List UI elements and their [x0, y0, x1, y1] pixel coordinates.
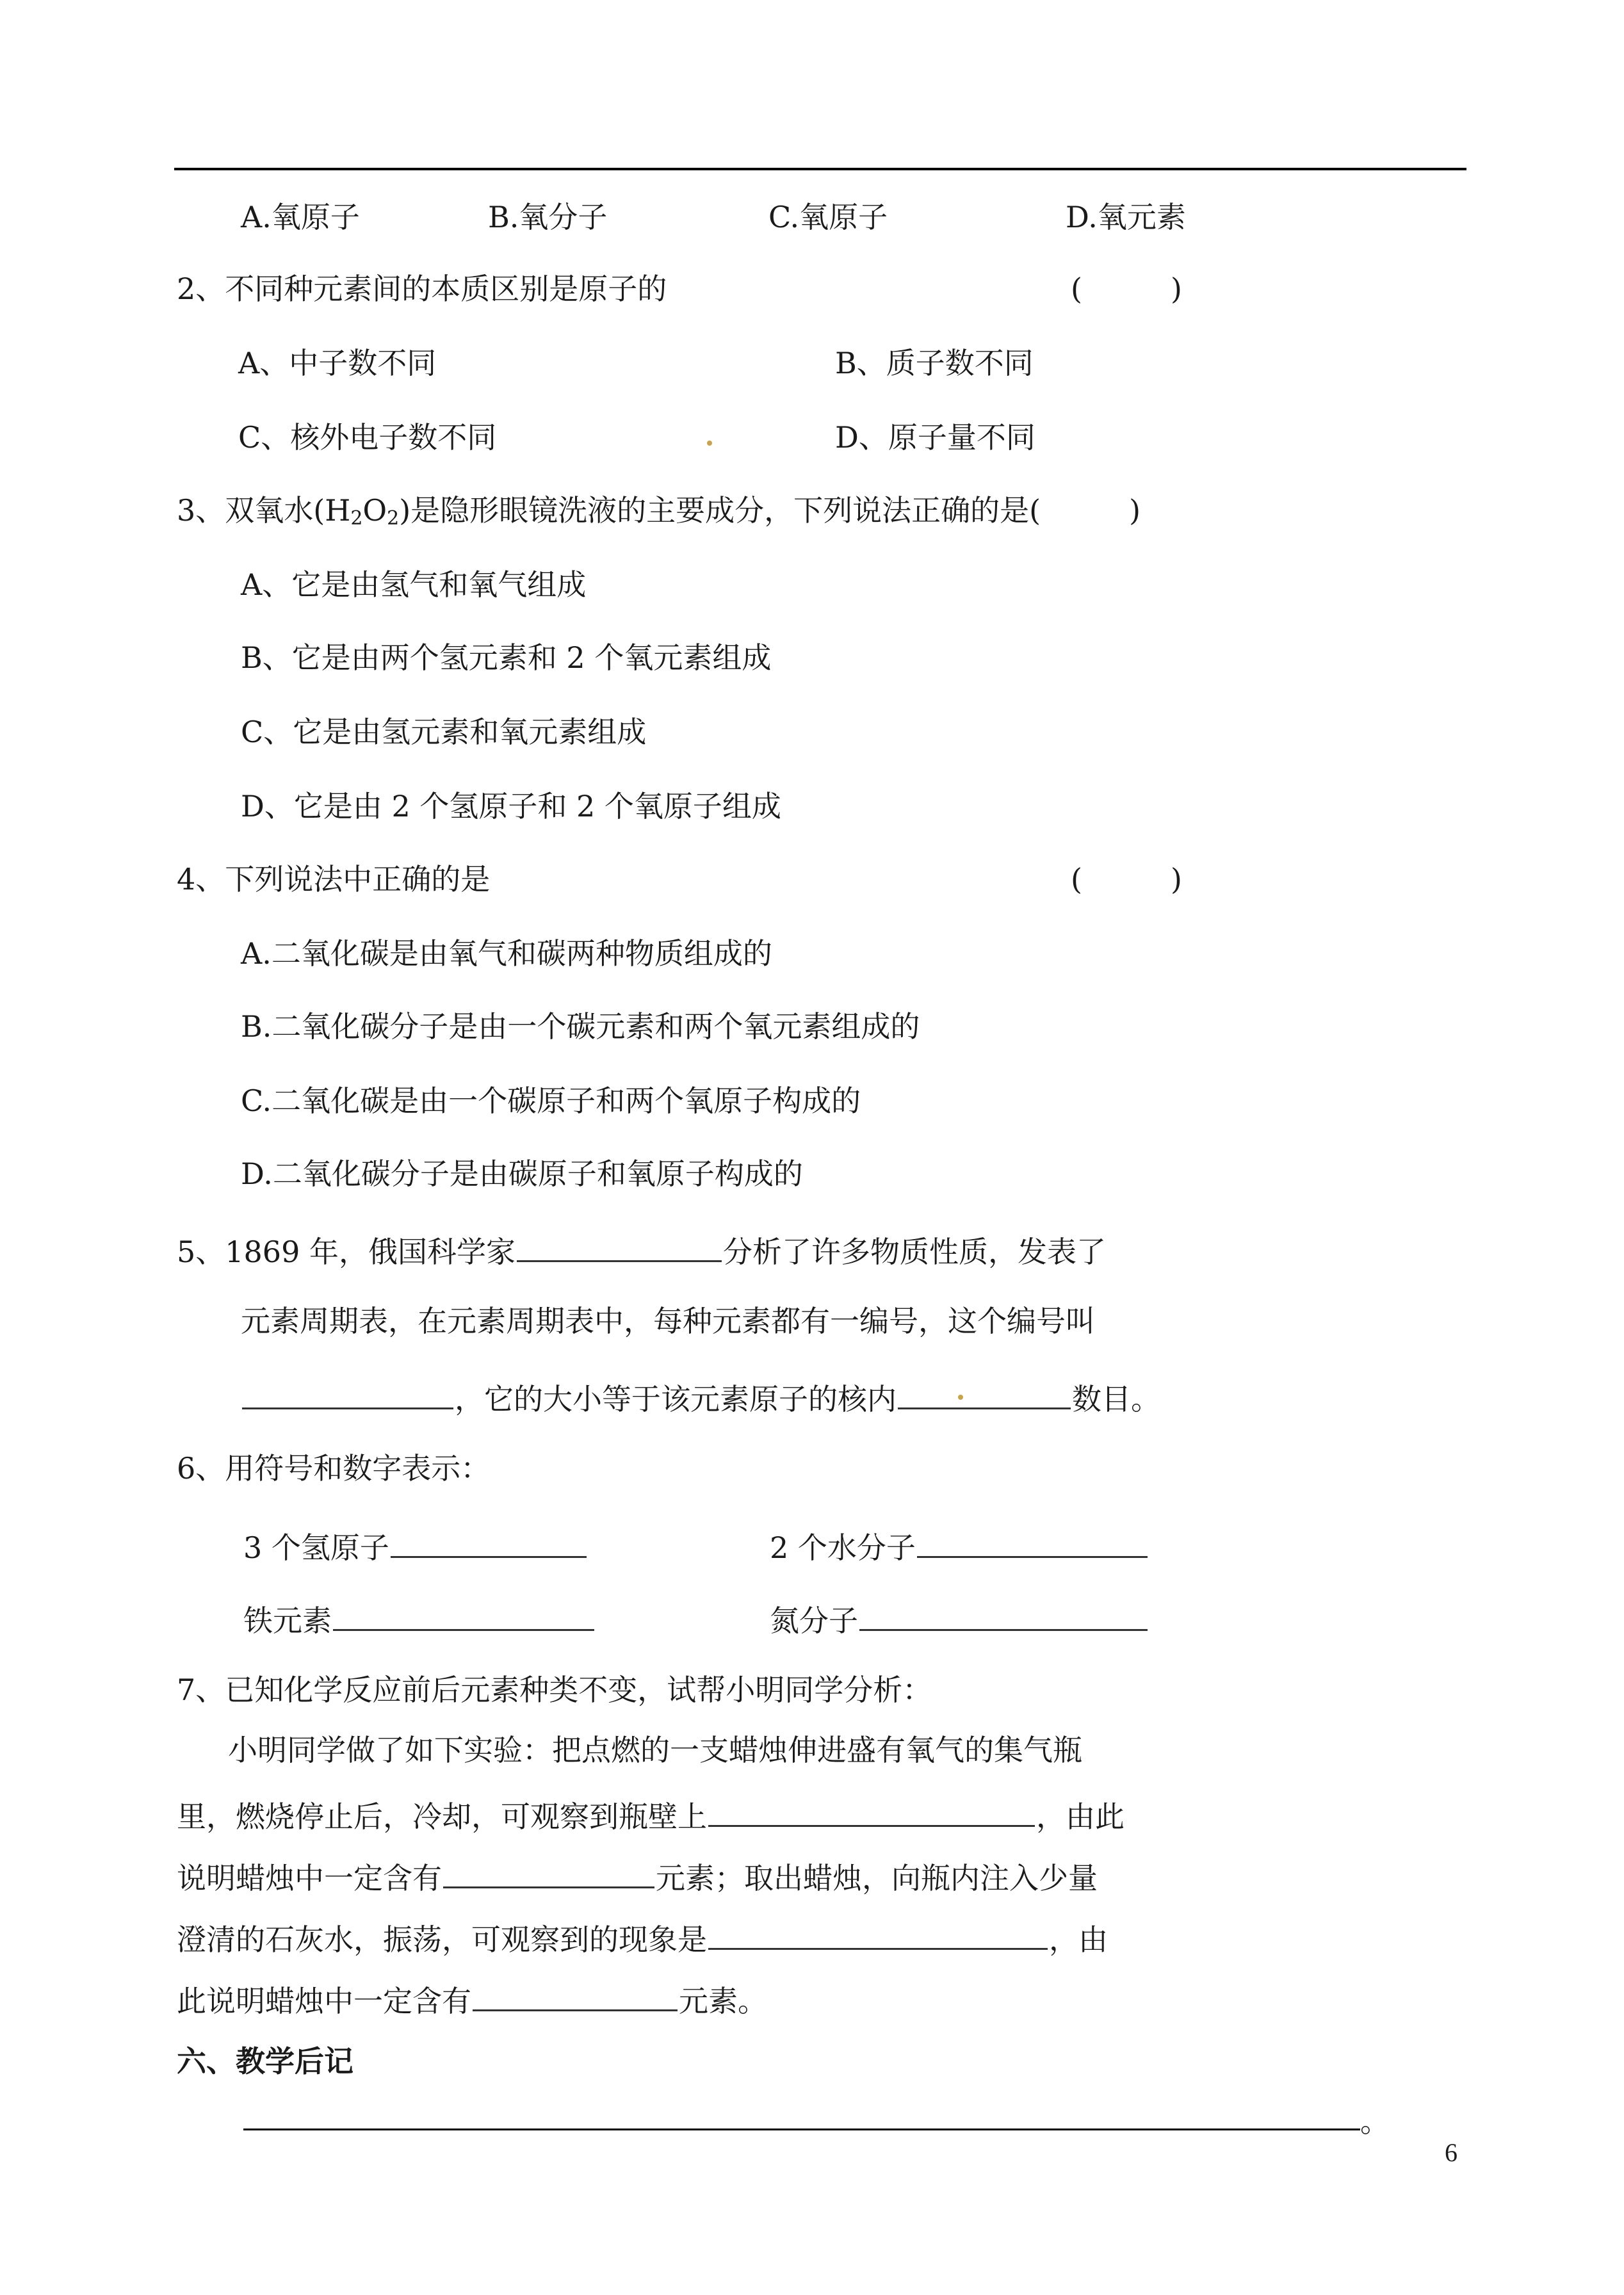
q6-item-4-label: 氮分子 [770, 1603, 858, 1638]
q1-option-d: D.氧元素 [1066, 200, 1186, 234]
q1-option-a: A.氧原子 [241, 200, 360, 234]
q3-stem [177, 493, 1141, 530]
q3-option-d: D、它是由 2 个氢原子和 2 个氧原子组成 [241, 789, 781, 823]
q7-stem: 7、已知化学反应前后元素种类不变，试帮小明同学分析： [177, 1673, 932, 1707]
iron-element-blank[interactable] [333, 1601, 594, 1631]
element-blank-2[interactable] [473, 1981, 678, 2011]
q4-answer-paren: ( ) [1071, 862, 1182, 896]
nucleus-blank[interactable] [898, 1379, 1071, 1409]
q7-line-5a: 此说明蜡烛中一定含有 [177, 1984, 471, 2018]
q3-sub-2: 2 [387, 507, 400, 530]
notes-line[interactable] [243, 2129, 1360, 2130]
q7-line-5b: 元素。 [679, 1984, 767, 2018]
q3-sub-1: 2 [350, 507, 363, 530]
q5-line-3 [241, 1379, 1160, 1414]
q4-stem: 4、下列说法中正确的是 [177, 862, 491, 896]
q3-stem-a: 3、双氧水(H [177, 493, 351, 528]
q7-line-3a: 说明蜡烛中一定含有 [177, 1861, 442, 1895]
q2-answer-paren: ( ) [1071, 272, 1182, 306]
nitrogen-molecule-blank[interactable] [859, 1601, 1148, 1631]
page-number: 6 [1445, 2138, 1458, 2167]
atomic-number-blank[interactable] [242, 1379, 453, 1409]
q4-option-a: A.二氧化碳是由氧气和碳两种物质组成的 [241, 936, 772, 971]
q6-item-1 [243, 1528, 588, 1565]
q3-option-a: A、它是由氢气和氧气组成 [241, 567, 587, 602]
water-molecules-blank[interactable] [917, 1528, 1148, 1558]
q2-option-a: A、中子数不同 [238, 346, 437, 380]
notes-end-mark: 。 [1360, 2104, 1390, 2139]
q6-item-3-label: 铁元素 [243, 1603, 332, 1638]
q6-item-4 [770, 1601, 1149, 1638]
q7-line-3 [177, 1858, 1098, 1893]
q4-option-b: B.二氧化碳分子是由一个碳元素和两个氧元素组成的 [241, 1009, 920, 1044]
speck [958, 1395, 963, 1400]
q6-item-1-label: 3 个氢原子 [243, 1530, 389, 1565]
q3-option-c: C、它是由氢元素和氧元素组成 [241, 715, 647, 749]
hydrogen-atoms-blank[interactable] [391, 1528, 587, 1558]
q5-line-3b: 数目。 [1072, 1382, 1160, 1416]
scientist-blank[interactable] [517, 1232, 722, 1262]
limewater-observation-blank[interactable] [708, 1920, 1048, 1950]
q6-item-2-label: 2 个水分子 [770, 1530, 916, 1565]
q5-line-1b: 分析了许多物质性质，发表了 [722, 1235, 1106, 1269]
q5-line-1 [177, 1232, 1106, 1267]
element-blank-1[interactable] [443, 1858, 654, 1888]
q7-line-2b: ，由此 [1036, 1799, 1125, 1834]
speck [707, 441, 712, 446]
q7-line-4b: ，由 [1049, 1922, 1108, 1957]
q2-option-b: B、质子数不同 [835, 346, 1034, 380]
q1-option-c: C.氧原子 [768, 200, 888, 234]
q3-option-b: B、它是由两个氢元素和 2 个氧元素组成 [241, 640, 772, 675]
q1-option-b: B.氧分子 [488, 200, 608, 234]
q7-line-4a: 澄清的石灰水，振荡，可观察到的现象是 [177, 1922, 707, 1957]
q3-stem-c: )是隐形眼镜洗液的主要成分，下列说法正确的是( ) [399, 493, 1141, 528]
q7-line-2a: 里，燃烧停止后，冷却，可观察到瓶壁上 [177, 1799, 707, 1834]
q7-line-1: 小明同学做了如下实验：把点燃的一支蜡烛伸进盛有氧气的集气瓶 [228, 1733, 1082, 1767]
q5-line-3a: ，它的大小等于该元素原子的核内 [455, 1382, 897, 1416]
q2-option-c: C、核外电子数不同 [238, 420, 497, 455]
q6-stem: 6、用符号和数字表示： [177, 1451, 491, 1486]
q5-line-1a: 5、1869 年，俄国科学家 [177, 1235, 516, 1269]
wall-observation-blank[interactable] [708, 1797, 1035, 1827]
q7-line-3b: 元素；取出蜡烛，向瓶内注入少量 [656, 1861, 1098, 1895]
q6-item-2 [770, 1528, 1149, 1565]
q5-line-2: 元素周期表，在元素周期表中，每种元素都有一编号，这个编号叫 [241, 1304, 1095, 1338]
q6-item-3 [243, 1601, 596, 1638]
q7-line-5 [177, 1981, 767, 2016]
q4-option-c: C.二氧化碳是由一个碳原子和两个氧原子构成的 [241, 1083, 861, 1118]
top-rule [174, 168, 1466, 170]
q7-line-4 [177, 1920, 1108, 1957]
q3-stem-b: O [362, 493, 387, 528]
q7-line-2 [177, 1797, 1125, 1834]
q2-stem: 2、不同种元素间的本质区别是原子的 [177, 272, 667, 306]
section-title: 六、教学后记 [177, 2044, 353, 2079]
q4-option-d: D.二氧化碳分子是由碳原子和氧原子构成的 [241, 1156, 803, 1191]
q2-option-d: D、原子量不同 [835, 420, 1035, 455]
